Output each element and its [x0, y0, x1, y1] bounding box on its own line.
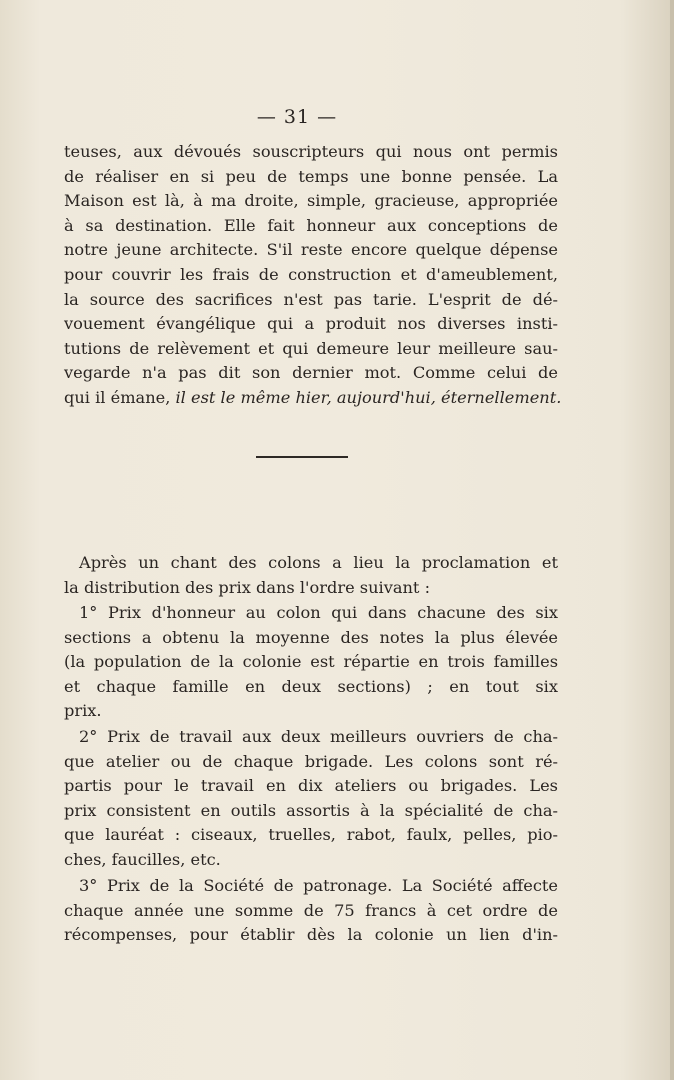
paragraph-3	[64, 601, 558, 724]
text-line: 2° Prix de travail aux deux meilleurs ouvriers de cha-	[79, 727, 558, 746]
italic-quote: il est le même hier, aujourd'hui, éternellement.	[175, 387, 562, 407]
text-line: Maison est là, à ma droite, simple, gracieuse, appropriée	[64, 191, 558, 211]
text-line: la distribution des prix dans l'ordre suivant :	[64, 577, 431, 597]
text-line: chaque année une somme de 75 francs à cet ordre de	[64, 900, 558, 920]
section-divider	[256, 456, 348, 458]
text-line: de réaliser en si peu de temps une bonne pensée. La	[64, 166, 558, 186]
page-edge	[670, 0, 674, 1080]
text-line: vegarde n'a pas dit son dernier mot. Comme celui de	[64, 363, 558, 383]
text-line: 1° Prix d'honneur au colon qui dans chacune des six	[79, 603, 558, 622]
text-line: Après un chant des colons a lieu la proclamation et	[79, 553, 558, 572]
text-line: teuses, aux dévoués souscripteurs qui nous ont permis	[64, 142, 558, 161]
text-line: que lauréat : ciseaux, truelles, rabot, faulx, pelles, pio-	[64, 825, 558, 845]
paragraph-2	[64, 551, 558, 600]
text-plain: qui il émane,	[64, 387, 176, 407]
text-line: la source des sacrifices n'est pas tarie. L'esprit de dé-	[64, 289, 558, 309]
text-line: vouement évangélique qui a produit nos diverses insti-	[64, 314, 558, 334]
text-line: que atelier ou de chaque brigade. Les colons sont ré-	[64, 751, 558, 771]
text-line: sections a obtenu la moyenne des notes la plus élevée	[64, 627, 558, 647]
text-line: ches, faucilles, etc.	[64, 849, 221, 869]
text-line: notre jeune architecte. S'il reste encore quelque dépense	[64, 240, 558, 260]
text-line: partis pour le travail en dix ateliers ou brigades. Les	[64, 776, 558, 796]
text-line: prix consistent en outils assortis à la spécialité de cha-	[64, 800, 558, 820]
text-line: prix.	[64, 701, 102, 721]
text-line: récompenses, pour établir dès la colonie un lien d'in-	[64, 925, 558, 945]
page-number: — 31 —	[256, 106, 338, 128]
paragraph-1	[64, 140, 562, 411]
text-line-final	[64, 386, 562, 411]
paragraph-4	[64, 725, 558, 873]
text-line: à sa destination. Elle fait honneur aux conceptions de	[64, 215, 558, 235]
text-line: pour couvrir les frais de construction et d'ameublement,	[64, 264, 558, 284]
text-line: (la population de la colonie est répartie en trois familles	[64, 652, 558, 672]
text-line: et chaque famille en deux sections) ; en tout six	[64, 676, 558, 696]
text-line: 3° Prix de la Société de patronage. La Société affecte	[79, 876, 558, 895]
paragraph-5	[64, 874, 558, 948]
text-line: tutions de relèvement et qui demeure leur meilleure sau-	[64, 338, 558, 358]
